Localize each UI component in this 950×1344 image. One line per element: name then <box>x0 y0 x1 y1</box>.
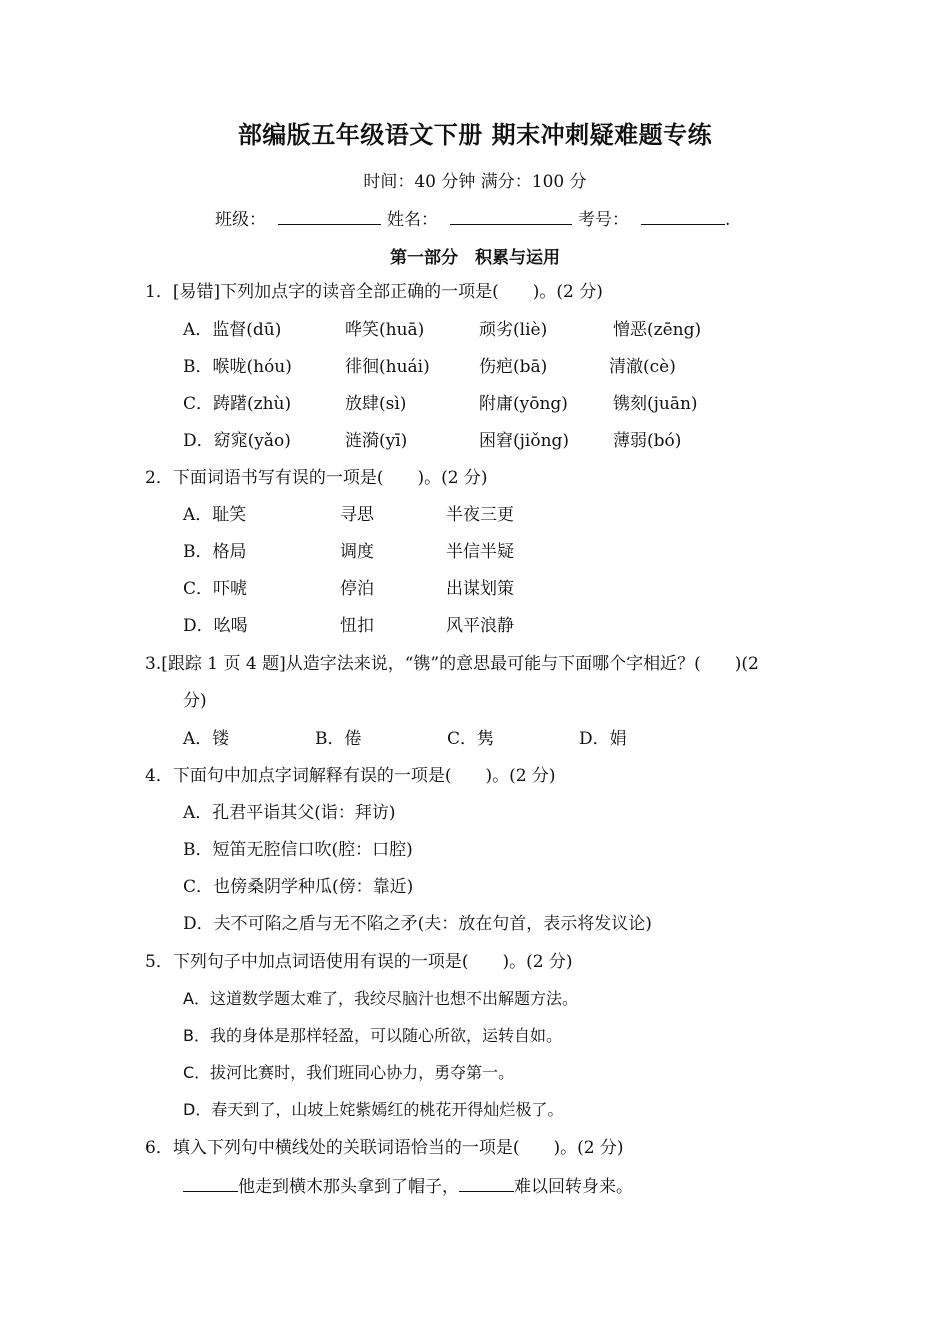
option-item: B．格局 <box>183 542 247 562</box>
option-item: 薄弱(bó) <box>613 431 682 451</box>
option-item: 憎恶(zēng) <box>613 320 702 340</box>
id-blank <box>641 206 725 225</box>
name-label: 姓名： <box>387 210 438 230</box>
option-item: 半夜三更 <box>446 505 514 525</box>
option-item: 困窘(jiǒng) <box>479 431 570 451</box>
option-item: 出谋划策 <box>446 579 514 599</box>
option-item: C．隽 <box>447 729 495 749</box>
option-item: C．踌躇(zhù) <box>183 394 292 414</box>
option-item: 徘徊(huái) <box>345 357 430 377</box>
fill-blank[interactable] <box>183 1175 238 1192</box>
question-6-stem: 6．填入下列句中横线处的关联词语恰当的一项是( )。(2 分) <box>145 1138 624 1158</box>
option-item: 伤疤(bā) <box>479 357 548 377</box>
fill-blank[interactable] <box>459 1175 514 1192</box>
option-item: 清澈(cè) <box>609 357 676 377</box>
option-item: B．倦 <box>315 729 362 749</box>
option-item: A．孔君平诣其父(诣：拜访) <box>183 803 396 823</box>
option-item: 附庸(yōng) <box>479 394 568 414</box>
question-1-stem: 1．[易错]下列加点字的读音全部正确的一项是( )。(2 分) <box>145 282 603 302</box>
option-item: 顽劣(liè) <box>479 320 548 340</box>
student-info-line <box>215 205 730 230</box>
question-6-sentence <box>183 1175 633 1197</box>
class-label: 班级： <box>215 210 266 230</box>
option-item: D．娟 <box>579 729 627 749</box>
option-item: B．短笛无腔信口吹(腔：口腔) <box>183 840 413 860</box>
option-item: 镌刻(juān) <box>613 394 698 414</box>
sentence-part: 难以回转身来。 <box>514 1177 633 1197</box>
class-blank <box>278 206 381 225</box>
option-item: C．吓唬 <box>183 579 248 599</box>
question-3-stem-continued: 分) <box>183 691 207 711</box>
option-item: D．夫不可陷之盾与无不陷之矛(夫：放在句首，表示将发议论) <box>183 914 652 934</box>
option-item: 放肆(sì) <box>345 394 407 414</box>
option-item: D．春天到了，山坡上姹紫嫣红的桃花开得灿烂极了。 <box>183 1100 564 1119</box>
name-blank <box>450 206 572 225</box>
option-item: 忸扣 <box>340 616 374 636</box>
option-item: B．我的身体是那样轻盈，可以随心所欲，运转自如。 <box>183 1026 562 1045</box>
option-item: C．也傍桑阴学种瓜(傍：靠近) <box>183 877 414 897</box>
exam-meta: 时间：40 分钟 满分：100 分 <box>363 172 587 192</box>
option-item: 风平浪静 <box>446 616 514 636</box>
question-4-stem: 4．下面句中加点字词解释有误的一项是( )。(2 分) <box>145 766 556 786</box>
id-label: 考号： <box>578 210 629 230</box>
option-item: B．喉咙(hóu) <box>183 357 292 377</box>
option-item: A．监督(dū) <box>183 320 282 340</box>
option-item: 调度 <box>340 542 374 562</box>
option-item: 停泊 <box>340 579 374 599</box>
option-item: 涟漪(yī) <box>345 431 408 451</box>
option-item: A．这道数学题太难了，我绞尽脑汁也想不出解题方法。 <box>183 989 578 1008</box>
option-item: A．镂 <box>183 729 230 749</box>
option-item: D．吆喝 <box>183 616 248 636</box>
option-item: C．拔河比赛时，我们班同心协力，勇夺第一。 <box>183 1063 515 1082</box>
page-title: 部编版五年级语文下册 期末冲刺疑难题专练 <box>237 121 713 149</box>
question-5-stem: 5．下列句子中加点词语使用有误的一项是( )。(2 分) <box>145 952 573 972</box>
section-heading: 第一部分 积累与运用 <box>390 248 560 268</box>
option-item: 哗笑(huā) <box>345 320 425 340</box>
question-2-stem: 2．下面词语书写有误的一项是( )。(2 分) <box>145 468 488 488</box>
sentence-part: 他走到横木那头拿到了帽子， <box>238 1177 459 1197</box>
option-item: A．耻笑 <box>183 505 247 525</box>
option-item: 寻思 <box>340 505 374 525</box>
info-end: . <box>725 210 731 230</box>
option-item: D．窈窕(yǎo) <box>183 431 291 451</box>
option-item: 半信半疑 <box>446 542 514 562</box>
question-3-stem: 3.[跟踪 1 页 4 题]从造字法来说，“镌”的意思最可能与下面哪个字相近？( )(2 <box>145 654 759 674</box>
